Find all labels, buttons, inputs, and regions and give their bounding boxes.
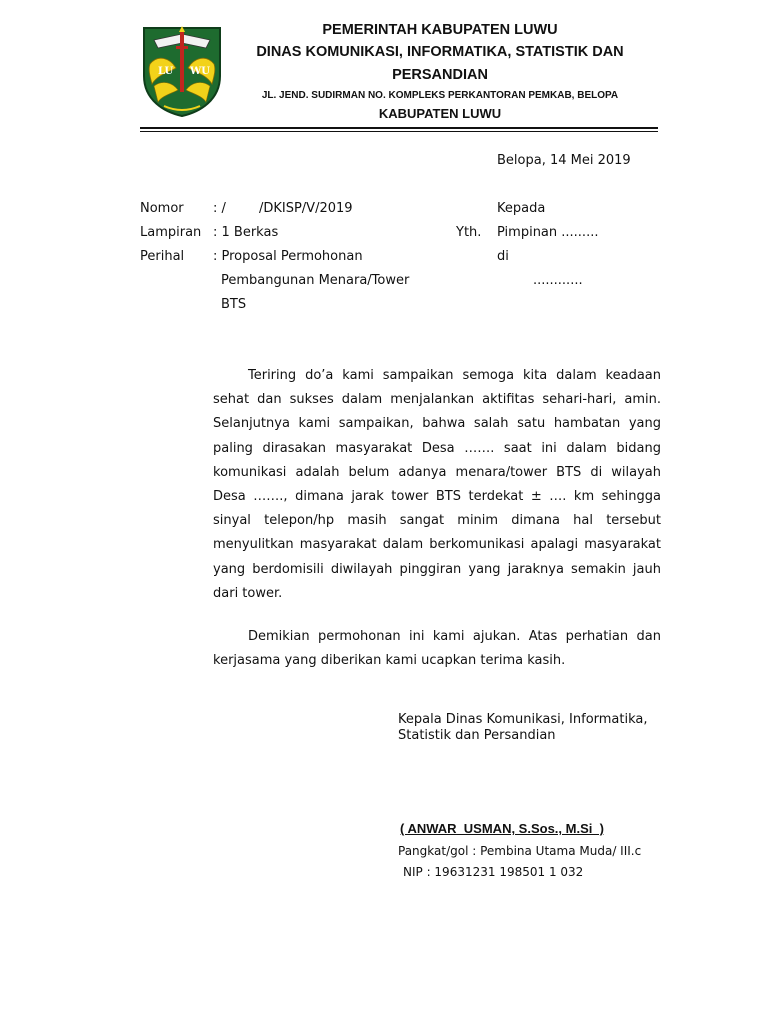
signatory-name: ( ANWAR USMAN, S.Sos., M.Si )	[400, 821, 604, 836]
header-divider-thick	[140, 127, 658, 129]
letter-date: Belopa, 14 Mei 2019	[497, 153, 631, 168]
signatory-nip: NIP : 19631231 198501 1 032	[403, 865, 584, 879]
nomor-value: : / /DKISP/V/2019	[213, 201, 353, 216]
recipient-place: ............	[533, 273, 583, 288]
luwu-regency-emblem	[140, 24, 224, 118]
svg-text:LU: LU	[158, 66, 174, 77]
perihal-line-3: BTS	[221, 297, 247, 312]
recipient-yth: Yth.	[456, 225, 482, 240]
header-government-name: PEMERINTAH KABUPATEN LUWU	[322, 22, 558, 38]
header-agency-name: DINAS KOMUNIKASI, INFORMATIKA, STATISTIK DAN	[256, 44, 624, 60]
nomor-label: Nomor	[140, 201, 184, 216]
recipient-kepada: Kepada	[497, 201, 546, 216]
recipient-di: di	[497, 249, 509, 264]
perihal-label: Perihal	[140, 249, 185, 264]
recipient-pimpinan: Pimpinan .........	[497, 225, 599, 240]
perihal-line-1: : Proposal Permohonan	[213, 249, 363, 264]
signature-title-line-1: Kepala Dinas Komunikasi, Informatika,	[398, 712, 648, 727]
signatory-rank: Pangkat/gol : Pembina Utama Muda/ III.c	[398, 844, 642, 858]
body-paragraph-1: Teriring do’a kami sampaikan semoga kita dalam keadaan sehat dan sukses dalam menjalankan aktifitas sehari-hari, amin. Selanjutnya kami sampaikan, bahwa salah satu hambatan yang paling dirasakan masyarakat Desa ……. saat ini dalam bidang komunikasi adalah belum adanya menara/tower BTS di wilayah Desa ……., dimana jarak tower BTS terdekat ± …. km sehingga sinyal telepon/hp masih sangat minim dimana hal tersebut menyulitkan masyarakat dalam berkomunikasi apalagi masyarakat yang berdomisili diwilayah pinggiran yang jaraknya semakin jauh dari tower.	[213, 368, 661, 601]
body-paragraph-2: Demikian permohonan ini kami ajukan. Atas perhatian dan kerjasama yang diberikan kami ucapkan terima kasih.	[213, 629, 661, 669]
signature-title-line-2: Statistik dan Persandian	[398, 728, 556, 743]
lampiran-value: : 1 Berkas	[213, 225, 279, 240]
header-agency-name-cont: PERSANDIAN	[392, 67, 488, 83]
lampiran-label: Lampiran	[140, 225, 202, 240]
header-address: JL. JEND. SUDIRMAN NO. KOMPLEKS PERKANTORAN PEMKAB, BELOPA	[261, 90, 619, 101]
header-regency: KABUPATEN LUWU	[378, 106, 502, 121]
svg-text:WU: WU	[190, 66, 210, 77]
perihal-line-2: Pembangunan Menara/Tower	[221, 273, 410, 288]
header-divider-thin	[140, 131, 658, 132]
